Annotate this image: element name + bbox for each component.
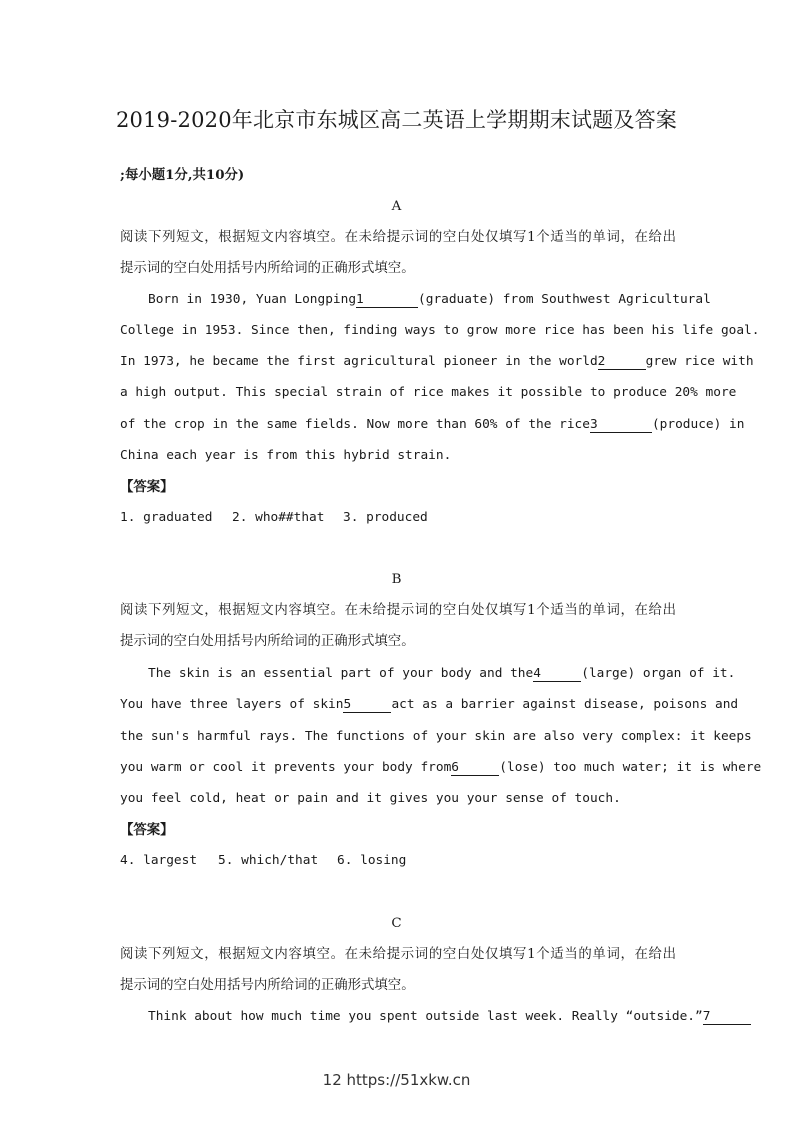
blank-2: 2 <box>598 354 646 370</box>
blank-3: 3 <box>590 417 652 433</box>
text-segment: The skin is an essential part of your body and the <box>148 666 534 681</box>
passage-b-label: B <box>391 572 402 587</box>
section-note: ;每小题1分,共10分) <box>120 167 245 183</box>
text-segment: (large) organ of it. <box>581 666 736 681</box>
instructions-a-line2: 提示词的空白处用括号内所给词的正确形式填空。 <box>120 261 415 276</box>
text-segment: In 1973, he became the first agricultural pioneer in the world <box>120 354 598 369</box>
passage-b-line1 <box>148 666 736 682</box>
instructions-c-line1: 阅读下列短文，根据短文内容填空。在未给提示词的空白处仅填写1个适当的单词，在给出 <box>120 947 676 962</box>
text-segment: (produce) in <box>651 417 745 432</box>
blank-1: 1 <box>356 292 418 308</box>
text-segment: Think about how much time you spent outside last week. Really “outside.” <box>148 1009 703 1024</box>
passage-b-line2 <box>120 697 739 713</box>
blank-4: 4 <box>533 666 581 682</box>
passage-a-line1 <box>148 292 711 308</box>
answer-3: 3. produced <box>343 510 428 525</box>
blank-7: 7 <box>703 1009 751 1025</box>
blank-6: 6 <box>451 760 499 776</box>
passage-b-line4 <box>120 760 762 776</box>
text-segment: grew rice with <box>645 354 754 369</box>
passage-c-line1 <box>148 1009 711 1025</box>
passage-a-line6: China each year is from this hybrid strain. <box>120 448 452 463</box>
text-segment: (lose) too much water; it is where <box>499 760 762 775</box>
page-footer: 12 https://51xkw.cn <box>322 1071 471 1089</box>
answer-heading-b: 【答案】 <box>120 822 174 838</box>
text-segment: act as a barrier against disease, poisons and <box>391 697 739 712</box>
passage-c-label: C <box>391 916 402 931</box>
blank-5: 5 <box>343 697 391 713</box>
answer-2: 2. who##that <box>232 510 325 525</box>
text-segment: of the crop in the same fields. Now more than 60% of the rice <box>120 417 590 432</box>
text-segment: you warm or cool it prevents your body from <box>120 760 452 775</box>
text-segment: You have three layers of skin <box>120 697 344 712</box>
text-segment: (graduate) from Southwest Agricultural <box>418 292 711 307</box>
passage-a-line2: College in 1953. Since then, finding ways to grow more rice has been his life goal. <box>120 323 760 338</box>
page-title: 2019-2020年北京市东城区高二英语上学期期末试题及答案 <box>116 108 677 132</box>
instructions-b-line1: 阅读下列短文，根据短文内容填空。在未给提示词的空白处仅填写1个适当的单词，在给出 <box>120 603 676 618</box>
passage-a-line5 <box>120 417 745 433</box>
passage-b-line5: you feel cold, heat or pain and it gives you your sense of touch. <box>120 791 621 806</box>
answer-5: 5. which/that <box>218 853 319 868</box>
answer-1: 1. graduated <box>120 510 213 525</box>
passage-b-line3: the sun's harmful rays. The functions of your skin are also very complex: it keeps <box>120 729 752 744</box>
instructions-c-line2: 提示词的空白处用括号内所给词的正确形式填空。 <box>120 978 415 993</box>
passage-a-line4: a high output. This special strain of rice makes it possible to produce 20% more <box>120 385 737 400</box>
answer-4: 4. largest <box>120 853 198 868</box>
text-segment: Born in 1930, Yuan Longping <box>148 292 357 307</box>
instructions-b-line2: 提示词的空白处用括号内所给词的正确形式填空。 <box>120 634 415 649</box>
answer-heading-a: 【答案】 <box>120 479 174 495</box>
passage-a-label: A <box>391 199 402 214</box>
instructions-a-line1: 阅读下列短文，根据短文内容填空。在未给提示词的空白处仅填写1个适当的单词，在给出 <box>120 230 676 245</box>
answer-6: 6. losing <box>337 853 407 868</box>
passage-a-line3 <box>120 354 754 370</box>
